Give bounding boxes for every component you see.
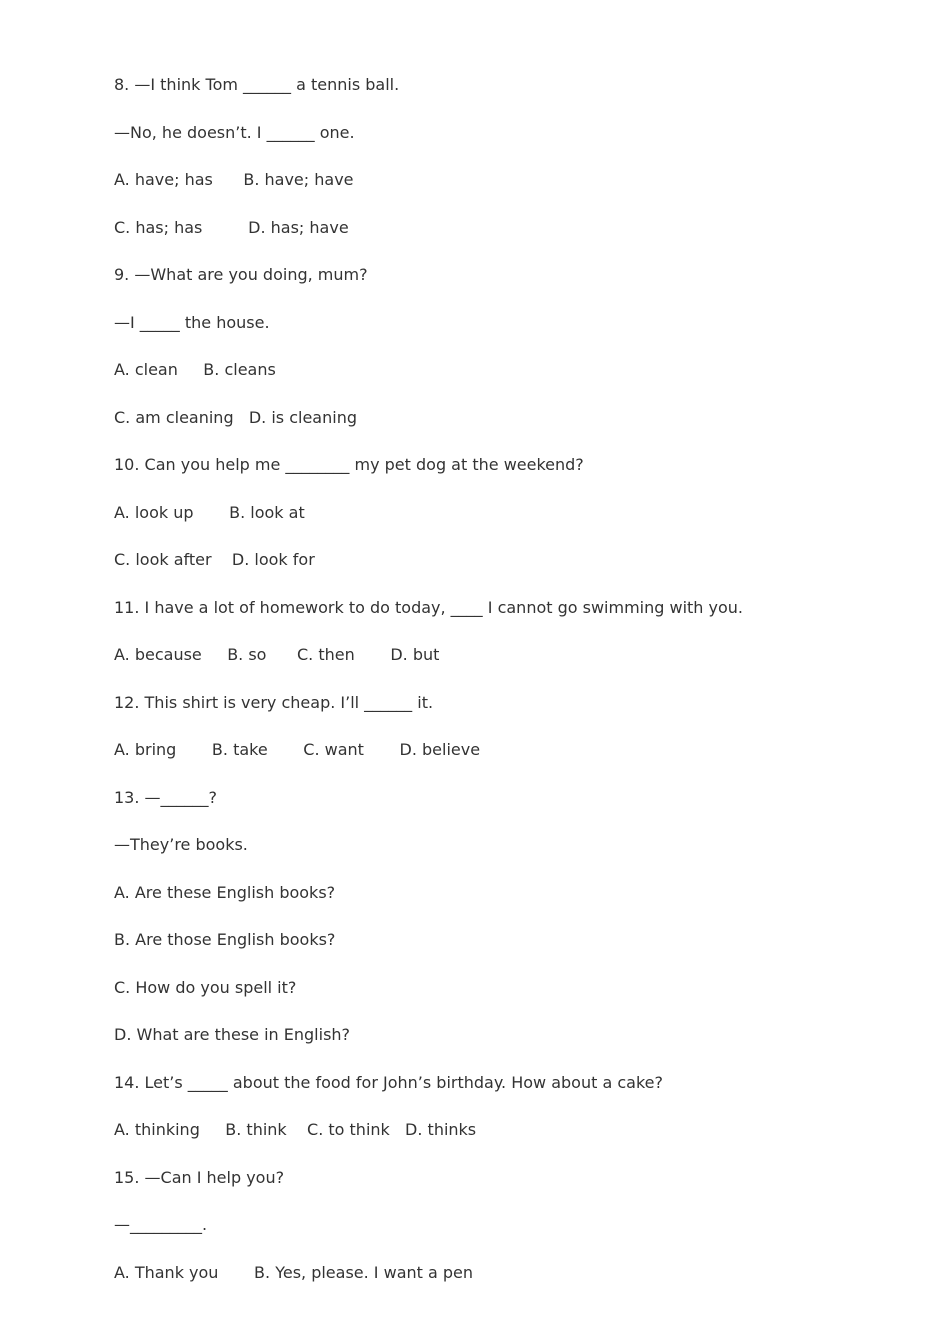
question-12-stem: 12. This shirt is very cheap. I’ll ______ it. xyxy=(114,692,434,712)
document-page xyxy=(114,73,894,1308)
question-15-options-ab: A. Thank you B. Yes, please. I want a pen xyxy=(114,1262,474,1282)
question-11-options: A. because B. so C. then D. but xyxy=(114,645,440,664)
question-9-options-cd: C. am cleaning D. is cleaning xyxy=(114,407,357,427)
question-14-options: A. thinking B. think C. to think D. thinks xyxy=(114,1120,477,1139)
question-8-options-ab: A. have; has B. have; have xyxy=(114,170,354,189)
question-8-options-cd: C. has; has D. has; have xyxy=(114,217,349,237)
question-15-reply: —_________. xyxy=(114,1215,208,1234)
question-15-stem: 15. —Can I help you? xyxy=(114,1167,285,1187)
question-12-options: A. bring B. take C. want D. believe xyxy=(114,740,481,759)
question-9-reply: —I _____ the house. xyxy=(114,312,270,332)
question-13-option-b: B. Are those English books? xyxy=(114,930,336,949)
question-10-stem: 10. Can you help me ________ my pet dog at the weekend? xyxy=(114,455,584,474)
question-9-stem: 9. —What are you doing, mum? xyxy=(114,265,368,284)
question-8-reply: —No, he doesn’t. I ______ one. xyxy=(114,122,355,142)
question-14-stem: 14. Let’s _____ about the food for John’s birthday. How about a cake? xyxy=(114,1072,663,1092)
question-13-stem: 13. —______? xyxy=(114,787,218,807)
question-10-options-cd: C. look after D. look for xyxy=(114,550,315,569)
question-13-option-a: A. Are these English books? xyxy=(114,882,336,902)
question-8-stem: 8. —I think Tom ______ a tennis ball. xyxy=(114,75,400,94)
question-10-options-ab: A. look up B. look at xyxy=(114,502,305,522)
question-13-option-c: C. How do you spell it? xyxy=(114,977,297,997)
question-13-option-d: D. What are these in English? xyxy=(114,1025,351,1044)
question-11-stem: 11. I have a lot of homework to do today, ____ I cannot go swimming with you. xyxy=(114,597,744,617)
question-13-reply: —They’re books. xyxy=(114,835,248,854)
question-9-options-ab: A. clean B. cleans xyxy=(114,360,276,379)
